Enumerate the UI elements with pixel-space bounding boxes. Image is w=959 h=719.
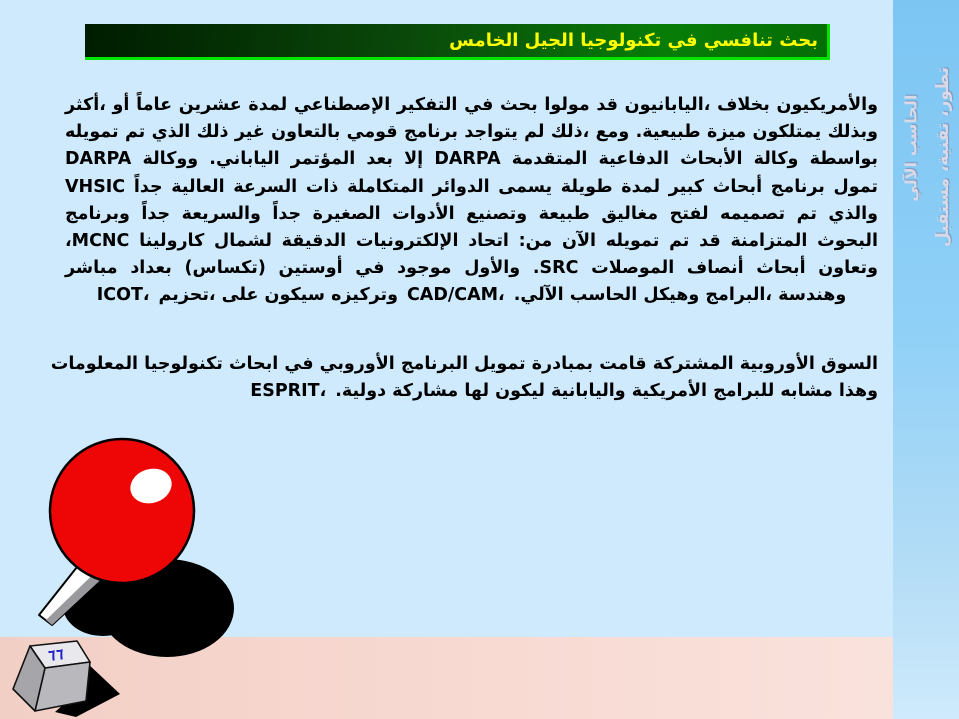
paragraph-1 <box>65 92 878 310</box>
acronym-icot: ICOT، <box>96 285 150 306</box>
body-segment: وتركيزه سيكون على ،تحزيم <box>158 285 398 306</box>
body-line: تمول برنامج أبحاث كبير لمدة طويلة يسمى الدوائر المتكاملة ذات السرعة العالية جداً VHSIC <box>65 176 878 197</box>
acronym-cadcam: CAD/CAM، <box>406 285 505 306</box>
body-text-block <box>50 92 879 405</box>
body-line: والأمريكيون بخلاف ،اليابانيون قد مولوا بحث في التفكير الإصطناعي لمدة عشرين عاماً أو ،أكثر <box>65 95 878 115</box>
slide-title-bar <box>85 24 830 60</box>
body-segment: وهذا مشابه للبرامج الأمريكية واليابانية ليكون لها مشاركة دولية. <box>335 380 878 401</box>
red-ball-icon <box>50 439 194 583</box>
slide-title: بحث تنافسي في تكنولوجيا الجيل الخامس <box>449 30 818 51</box>
body-line: وبذلك يمتلكون ميزة طبيعية. ومع ،ذلك لم يتواجد برنامج قومي بالتعاون غير ذلك الذي تم تمويله <box>65 122 878 143</box>
pushpin-graphic <box>0 425 260 719</box>
body-line: البحوث المتزامنة قد تم تمويله الآن من: اتحاد الإلكترونيات الدقيقة لشمال كارولينا MCNC، <box>65 230 878 251</box>
body-segment: وهندسة ،البرامج وهيكل الحاسب الآلي. <box>513 285 847 306</box>
acronym-esprit: ESPRIT، <box>250 380 327 401</box>
body-line: وتعاون أبحاث أنصاف الموصلات SRC. والأول موجود في أوستين (تكساس) بعداد مباشر <box>65 258 879 279</box>
paragraph-2 <box>50 351 878 405</box>
sidebar-vertical-text-2: الحاسب الآلي <box>901 94 921 202</box>
body-line <box>65 378 878 405</box>
sidebar-vertical-text-1: تطور، تقنية، مستقبل <box>933 66 953 248</box>
body-line <box>65 282 878 309</box>
body-line: بواسطة وكالة الأبحاث الدفاعية المتقدمة DARPA إلا بعد المؤتمر الياباني. ووكالة DARPA <box>65 149 878 170</box>
body-line: والذي تم تصميمه لفتح مغاليق طبيعة وتصنيع الأدوات الصغيرة جداً والسريعة جداً وبرنامج <box>65 203 878 224</box>
page-number: ٦٦ <box>45 645 64 665</box>
body-line: السوق الأوروبية المشتركة قامت بمبادرة تمويل البرنامج الأوروبي في ابحاث تكنولوجيا المعلومات <box>50 353 878 374</box>
